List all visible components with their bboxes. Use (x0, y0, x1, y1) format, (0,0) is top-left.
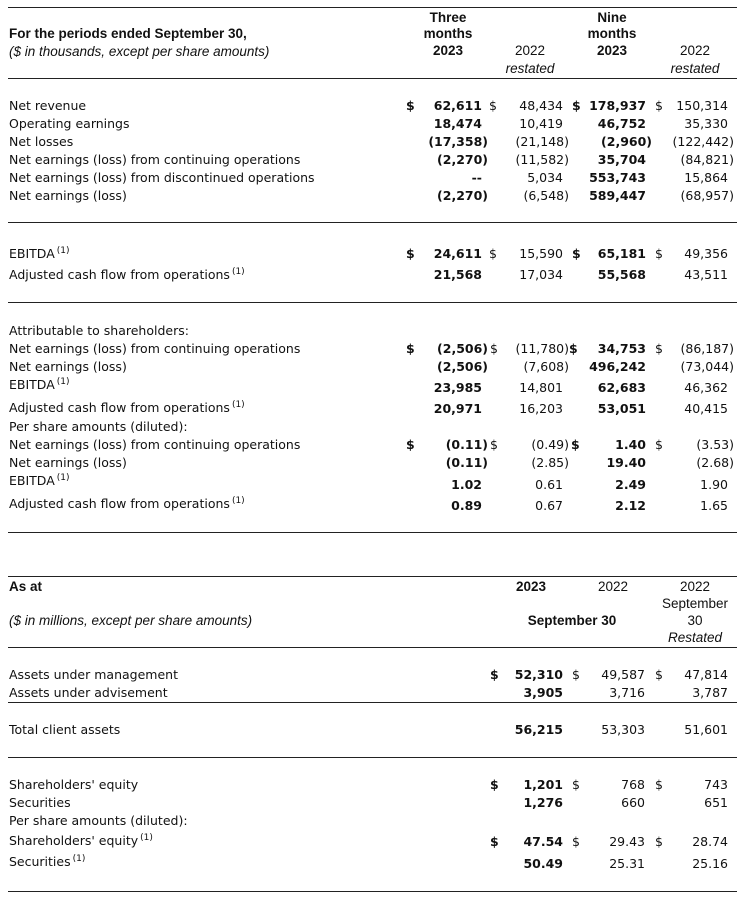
cell-value: (6,548) (523, 188, 569, 203)
cell-value: 3,787 (692, 685, 728, 700)
cell-value: (21,148) (515, 134, 569, 149)
divider (8, 702, 737, 703)
cell-value: 15,864 (684, 170, 728, 185)
dollar-sign: $ (572, 98, 581, 113)
cell-value: 16,203 (519, 401, 563, 416)
row-label (9, 400, 245, 415)
col-header-note: restated (670, 61, 720, 76)
col-header-year: 2022 (679, 43, 711, 58)
footnote-marker: (1) (56, 473, 70, 483)
row-label: Net revenue (9, 98, 87, 113)
cell-value: (2,270) (437, 188, 488, 203)
label-text: EBITDA (9, 377, 55, 392)
row-label (9, 246, 70, 261)
cell-value: 2.12 (615, 498, 646, 513)
cell-value: (2.85) (531, 455, 569, 470)
cell-value: 49,356 (684, 246, 728, 261)
cell-value: (84,821) (680, 152, 734, 167)
cell-value: 53,051 (597, 401, 646, 416)
cell-value: 52,310 (514, 667, 563, 682)
cell-value: 660 (621, 795, 645, 810)
cell-value: 10,419 (519, 116, 563, 131)
cell-value: (2.68) (696, 455, 734, 470)
dollar-sign: $ (572, 834, 580, 849)
col-header-year: 2023 (515, 579, 547, 594)
cell-value: (68,957) (680, 188, 734, 203)
cell-value: 1.02 (451, 477, 482, 492)
row-label (9, 473, 70, 488)
cell-value: 21,568 (433, 267, 482, 282)
col-header-year: 2022 (597, 579, 629, 594)
row-label: Net earnings (loss) from continuing operations (9, 437, 301, 452)
cell-value: 46,752 (597, 116, 646, 131)
cell-value: 18,474 (433, 116, 482, 131)
cell-value: 1,201 (523, 777, 563, 792)
dollar-sign: $ (655, 341, 663, 356)
cell-value: 17,034 (519, 267, 563, 282)
divider (8, 576, 737, 577)
cell-value: 15,590 (519, 246, 563, 261)
col-header-day: 30 (687, 613, 703, 628)
dollar-sign: $ (489, 246, 497, 261)
cell-value: 25.31 (609, 856, 645, 871)
divider (8, 532, 737, 533)
row-label: Shareholders' equity (9, 777, 139, 792)
cell-value: 768 (621, 777, 645, 792)
cell-value: 5,034 (527, 170, 563, 185)
dollar-sign: $ (655, 667, 663, 682)
cell-value: 53,303 (601, 722, 645, 737)
cell-value: 49,587 (601, 667, 645, 682)
row-label (9, 267, 245, 282)
cell-value: (122,442) (672, 134, 734, 149)
cell-value: 553,743 (589, 170, 646, 185)
label-text: Securities (9, 854, 71, 869)
dollar-sign: $ (490, 667, 499, 682)
col-header-year: 2022 (514, 43, 546, 58)
row-label: Net earnings (loss) from continuing operations (9, 341, 301, 356)
cell-value: 23,985 (433, 380, 482, 395)
cell-value: (86,187) (680, 341, 734, 356)
label-text: Shareholders' equity (9, 833, 139, 848)
row-label: Net earnings (loss) from continuing operations (9, 152, 301, 167)
cell-value: 496,242 (589, 359, 646, 374)
dollar-sign: $ (490, 341, 498, 356)
cell-value: 651 (704, 795, 728, 810)
cell-value: (7,608) (523, 359, 569, 374)
dollar-sign: $ (655, 437, 663, 452)
cell-value: (2,506) (437, 341, 488, 356)
dollar-sign: $ (406, 246, 415, 261)
cell-value: 55,568 (597, 267, 646, 282)
cell-value: 29.43 (609, 834, 645, 849)
row-label: Net earnings (loss) from discontinued operations (9, 170, 315, 185)
label-text: Adjusted cash flow from operations (9, 400, 230, 415)
divider (8, 222, 737, 223)
cell-value: 40,415 (684, 401, 728, 416)
row-label (9, 496, 245, 511)
cell-value: 743 (704, 777, 728, 792)
cell-value: 46,362 (684, 380, 728, 395)
cell-value: (2,270) (437, 152, 488, 167)
row-label (9, 377, 70, 392)
footnote-marker: (1) (231, 400, 245, 410)
col-header-year: 2022 (679, 579, 711, 594)
label-text: EBITDA (9, 246, 55, 261)
cell-value: 2.49 (615, 477, 646, 492)
footnote-marker: (1) (231, 267, 245, 277)
dollar-sign: $ (490, 437, 498, 452)
footnote-marker: (1) (231, 496, 245, 506)
footnote-marker: (1) (140, 833, 153, 843)
cell-value: (2,506) (437, 359, 488, 374)
table-title: For the periods ended September 30, (9, 26, 247, 41)
dollar-sign: $ (571, 437, 580, 452)
cell-value: 1.90 (700, 477, 728, 492)
cell-value: 1.65 (700, 498, 728, 513)
cell-value: 0.61 (535, 477, 563, 492)
cell-value: 65,181 (597, 246, 646, 261)
row-label: Assets under management (9, 667, 178, 682)
col-header-year: 2023 (596, 43, 628, 58)
row-label: Assets under advisement (9, 685, 168, 700)
cell-value: 14,801 (519, 380, 563, 395)
dollar-sign: $ (655, 246, 663, 261)
row-label: Securities (9, 795, 71, 810)
dollar-sign: $ (572, 777, 580, 792)
cell-value: 178,937 (589, 98, 646, 113)
label-text: EBITDA (9, 473, 55, 488)
row-label: Net earnings (loss) (9, 359, 127, 374)
dollar-sign: $ (490, 777, 499, 792)
cell-value: 28.74 (692, 834, 728, 849)
dollar-sign: $ (489, 98, 497, 113)
table-subtitle: ($ in millions, except per share amounts) (9, 613, 253, 628)
divider (8, 78, 737, 79)
dollar-sign: $ (406, 98, 415, 113)
cell-value: (73,044) (680, 359, 734, 374)
dollar-sign: $ (572, 246, 581, 261)
col-group-header: September 30 (527, 613, 617, 628)
label-text: Adjusted cash flow from operations (9, 496, 230, 511)
cell-value: (0.49) (531, 437, 569, 452)
row-label: Total client assets (9, 722, 121, 737)
divider (8, 647, 737, 648)
dollar-sign: $ (406, 341, 415, 356)
cell-value: 47,814 (684, 667, 728, 682)
cell-value: 20,971 (433, 401, 482, 416)
cell-value: 34,753 (597, 341, 646, 356)
row-label: Net earnings (loss) (9, 455, 127, 470)
cell-value: 35,704 (597, 152, 646, 167)
dollar-sign: $ (569, 341, 578, 356)
row-label: Operating earnings (9, 116, 130, 131)
cell-value: 43,511 (684, 267, 728, 282)
dollar-sign: $ (490, 834, 499, 849)
table-title: As at (9, 579, 43, 594)
section-heading: Per share amounts (diluted): (9, 419, 188, 434)
divider (8, 891, 737, 892)
cell-value: 1,276 (523, 795, 563, 810)
cell-value: 3,716 (609, 685, 645, 700)
dollar-sign: $ (655, 98, 663, 113)
col-header-months: months (587, 26, 637, 41)
row-label: Net losses (9, 134, 74, 149)
section-heading: Attributable to shareholders: (9, 323, 189, 338)
table-subtitle: ($ in thousands, except per share amounts) (9, 44, 270, 59)
col-header-note: Restated (667, 630, 723, 645)
row-label: Net earnings (loss) (9, 188, 127, 203)
dollar-sign: $ (655, 777, 663, 792)
dollar-sign: $ (406, 437, 415, 452)
footnote-marker: (1) (56, 377, 70, 387)
cell-value: (11,582) (515, 152, 569, 167)
cell-value: (0.11) (445, 437, 488, 452)
cell-value: (2,960) (601, 134, 652, 149)
cell-value: 589,447 (589, 188, 646, 203)
divider (8, 7, 737, 8)
cell-value: 0.67 (535, 498, 563, 513)
label-text: Adjusted cash flow from operations (9, 267, 230, 282)
divider (8, 302, 737, 303)
dollar-sign: $ (655, 834, 663, 849)
section-heading: Per share amounts (diluted): (9, 813, 188, 828)
footnote-marker: (1) (56, 246, 70, 256)
cell-value: 25.16 (692, 856, 728, 871)
row-label (9, 833, 153, 848)
cell-value: 56,215 (514, 722, 563, 737)
cell-value: (0.11) (445, 455, 488, 470)
footnote-marker: (1) (72, 854, 86, 864)
col-header-year: 2023 (432, 43, 464, 58)
cell-value: 24,611 (433, 246, 482, 261)
col-header-three: Three (429, 10, 467, 25)
cell-value: -- (471, 170, 482, 185)
cell-value: (11,780) (515, 341, 569, 356)
col-header-note: restated (505, 61, 555, 76)
cell-value: 1.40 (615, 437, 646, 452)
cell-value: 0.89 (451, 498, 482, 513)
cell-value: 35,330 (684, 116, 728, 131)
col-header-months: months (423, 26, 473, 41)
cell-value: 47.54 (523, 834, 563, 849)
cell-value: (17,358) (428, 134, 488, 149)
cell-value: 48,434 (519, 98, 563, 113)
cell-value: 62,611 (433, 98, 482, 113)
cell-value: 62,683 (597, 380, 646, 395)
divider (8, 757, 737, 758)
cell-value: 150,314 (676, 98, 728, 113)
col-header-nine: Nine (597, 10, 627, 25)
cell-value: 3,905 (523, 685, 563, 700)
dollar-sign: $ (572, 667, 580, 682)
cell-value: 19.40 (606, 455, 646, 470)
cell-value: 50.49 (523, 856, 563, 871)
col-header-month: September (661, 596, 729, 611)
cell-value: (3.53) (696, 437, 734, 452)
row-label (9, 854, 85, 869)
cell-value: 51,601 (684, 722, 728, 737)
